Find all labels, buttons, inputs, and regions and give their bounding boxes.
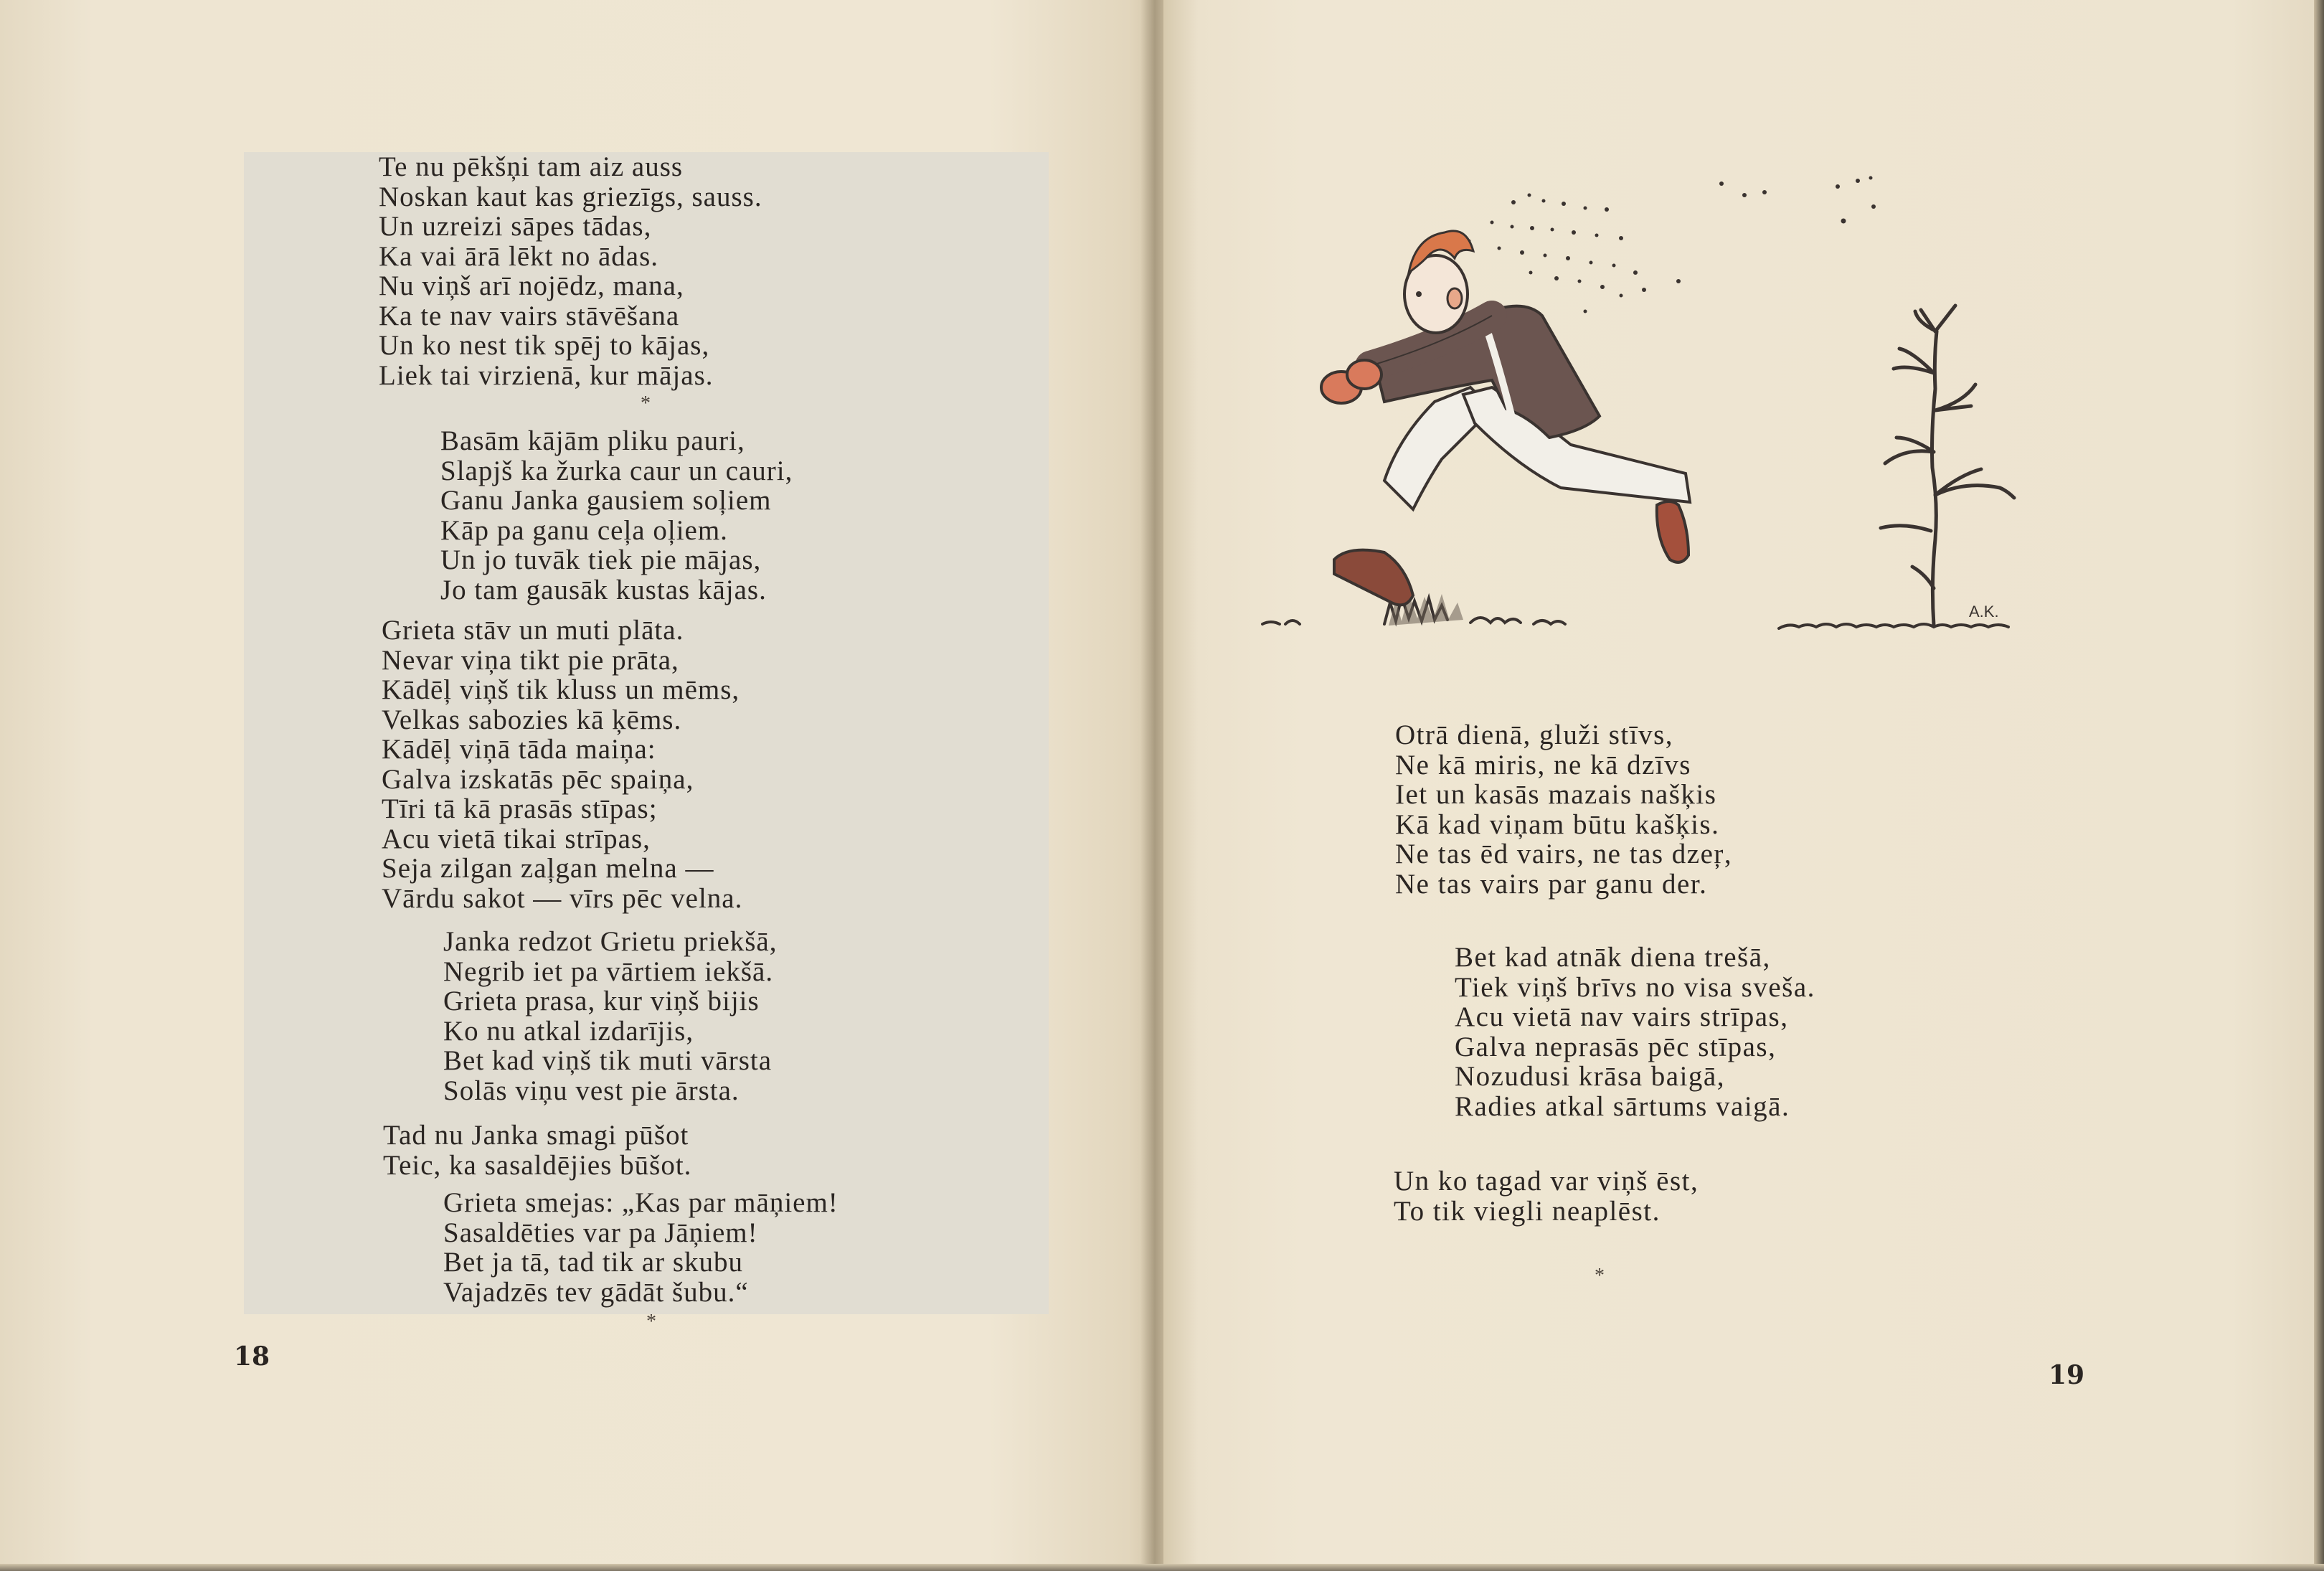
verse-line: Ko nu atkal izdarījis, <box>443 1015 694 1047</box>
page-number: 19 <box>2049 1360 2085 1390</box>
verse-line: Nozudusi krāsa baigā, <box>1455 1061 1725 1092</box>
verse-line: Jo tam gausāk kustas kājas. <box>440 574 767 605</box>
verse-line: Te nu pēkšņi tam aiz auss <box>379 151 684 182</box>
verse-line: Ne tas ēd vairs, ne tas dzeŗ, <box>1395 839 1733 869</box>
verse-line: Vārdu sakot — vīrs pēc velna. <box>382 882 743 914</box>
verse-line: Un ko nest tik spēj to kājas, <box>379 330 710 361</box>
verse-line: Ne kā miris, ne kā dzīvs <box>1395 749 1691 780</box>
verse-line: Galva izskatās pēc spaiņa, <box>382 763 694 795</box>
book-bottom-edge <box>0 1564 2324 1571</box>
left-stanza-1 <box>379 152 762 390</box>
verse-line: Basām kājām pliku pauri, <box>440 425 745 456</box>
verse-line: Seja zilgan zaļgan melna — <box>382 853 714 884</box>
page-number: 18 <box>234 1341 270 1372</box>
verse-line: Otrā dienā, gluži stīvs, <box>1395 720 1674 750</box>
ground-grass <box>1262 597 2008 628</box>
verse-line: Solās viņu vest pie ārsta. <box>443 1075 740 1106</box>
verse-line: Kāp pa ganu ceļa oļiem. <box>440 514 728 546</box>
verse-line: Kā kad viņam būtu kašķis. <box>1395 808 1720 840</box>
verse-line: Kādēļ viņš tik kluss un mēms, <box>382 674 740 705</box>
spine-shadow <box>1140 0 1163 1571</box>
gnats-swarm <box>1468 176 1876 313</box>
verse-line: Un jo tuvāk tiek pie mājas, <box>440 544 762 575</box>
verse-line: Noskan kaut kas griezīgs, sauss. <box>379 181 762 212</box>
bare-sapling <box>1881 306 2014 626</box>
right-stanza-2 <box>1455 943 1815 1121</box>
verse-line: Radies atkal sārtums vaigā. <box>1455 1090 1790 1122</box>
section-separator: * <box>646 1311 656 1333</box>
verse-line: Acu vietā nav vairs strīpas, <box>1455 1001 1789 1032</box>
right-stanza-3 <box>1394 1166 1699 1226</box>
verse-line: Sasaldēties var pa Jāņiem! <box>443 1217 758 1248</box>
running-boy-illustration <box>1248 158 2087 646</box>
verse-line: Tad nu Janka smagi pūšot <box>383 1120 689 1151</box>
verse-line: Slapjš ka žurka caur un cauri, <box>440 455 793 486</box>
verse-line: Grieta prasa, kur viņš bijis <box>443 986 760 1016</box>
verse-line: Grieta stāv un muti plāta. <box>382 615 684 646</box>
left-stanza-4 <box>443 927 778 1105</box>
verse-line: Tiek viņš brīvs no visa sveša. <box>1455 971 1815 1003</box>
verse-line: To tik viegli neaplēst. <box>1394 1195 1661 1227</box>
left-stanza-6 <box>443 1188 839 1307</box>
page-edge <box>2314 0 2324 1571</box>
left-stanza-3 <box>382 615 742 913</box>
verse-line: Galva neprasās pēc stīpas, <box>1455 1031 1777 1062</box>
verse-line: Nu viņš arī nojēdz, mana, <box>379 270 684 301</box>
verse-line: Ganu Janka gausiem soļiem <box>440 485 772 516</box>
verse-line: Ne tas vairs par ganu der. <box>1395 868 1708 900</box>
verse-line: Bet ja tā, tad tik ar skubu <box>443 1247 743 1278</box>
left-stanza-2 <box>440 426 793 605</box>
verse-line: Iet un kasās mazais našķis <box>1395 779 1717 810</box>
verse-line: Kādēļ viņā tāda maiņa: <box>382 734 656 765</box>
verse-line: Tīri tā kā prasās stīpas; <box>382 793 658 824</box>
verse-line: Liek tai virzienā, kur mājas. <box>379 359 714 391</box>
verse-line: Vajadzēs tev gādāt šubu.“ <box>443 1276 749 1308</box>
verse-line: Nevar viņa tikt pie prāta, <box>382 644 679 676</box>
right-stanza-1 <box>1395 720 1732 899</box>
verse-line: Bet kad atnāk diena trešā, <box>1455 942 1771 973</box>
verse-line: Ka vai ārā lēkt no ādas. <box>379 240 659 272</box>
verse-line: Negrib iet pa vārtiem iekšā. <box>443 956 774 987</box>
verse-line: Grieta smejas: „Kas par māņiem! <box>443 1187 839 1218</box>
section-separator: * <box>1595 1265 1605 1287</box>
verse-line: Velkas sabozies kā ķēms. <box>382 704 682 735</box>
verse-line: Un ko tagad var viņš ēst, <box>1394 1166 1699 1197</box>
verse-line: Ka te nav vairs stāvēšana <box>379 300 680 331</box>
running-boy-figure <box>1321 231 1690 605</box>
section-separator: * <box>641 392 651 415</box>
verse-line: Un uzreizi sāpes tādas, <box>379 211 652 242</box>
verse-line: Janka redzot Grietu priekšā, <box>443 926 778 957</box>
verse-line: Acu vietā tikai strīpas, <box>382 823 651 854</box>
left-stanza-5 <box>383 1121 691 1180</box>
verse-line: Bet kad viņš tik muti vārsta <box>443 1045 773 1076</box>
illustrator-signature: A.K. <box>1969 603 1999 621</box>
verse-line: Teic, ka sasaldējies būšot. <box>383 1149 692 1181</box>
